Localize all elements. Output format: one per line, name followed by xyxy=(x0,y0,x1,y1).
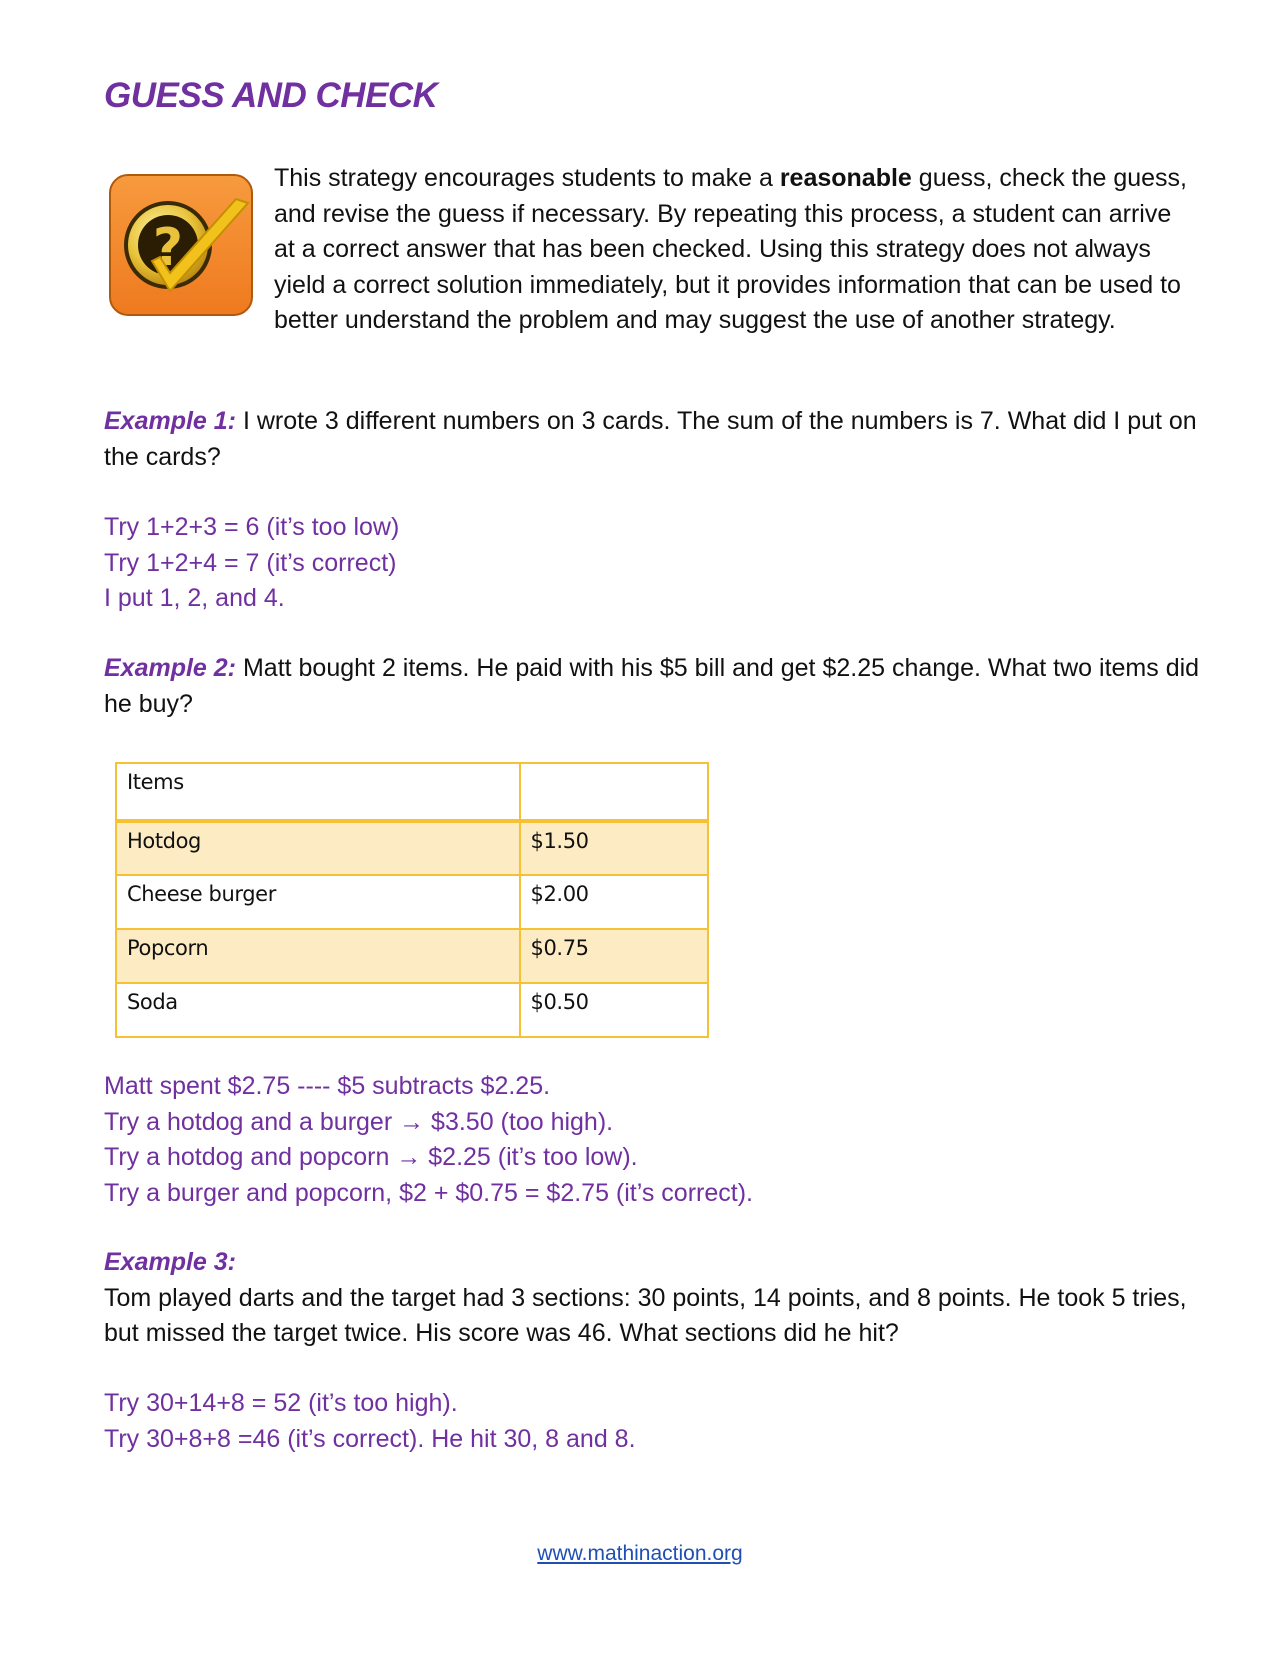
table-header-price xyxy=(520,763,708,821)
table-row xyxy=(116,929,708,983)
intro-paragraph xyxy=(104,161,1194,339)
table-cell-item: Hotdog xyxy=(116,821,520,875)
table-header-items: Items xyxy=(116,763,520,821)
example-2-steps xyxy=(104,1069,1214,1211)
example-3-step: Try 30+8+8 =46 (it’s correct). He hit 30, 8 and 8. xyxy=(104,1424,636,1453)
example-2-label: Example 2: xyxy=(104,654,237,682)
example-1-question: I wrote 3 different numbers on 3 cards. The sum of the numbers is 7. What did I put on the cards? xyxy=(104,407,1197,471)
intro-emphasis: reasonable xyxy=(779,164,912,192)
example-3-label: Example 3: xyxy=(104,1248,237,1276)
intro-text-rest: guess, check the guess, and revise the guess if necessary. By repeating this process, a student can arrive at a correct answer that has been checked. Using this strategy does not always yield a correct solution immediately, but it provides information that can be used to better understand the problem and may suggest the use of another strategy. xyxy=(274,164,1188,334)
items-price-table xyxy=(115,762,709,1038)
example-1-step: Try 1+2+3 = 6 (it’s too low) xyxy=(104,513,400,541)
example-3-steps xyxy=(104,1386,1214,1457)
example-2-step: Try a hotdog and a burger → $3.50 (too high). xyxy=(104,1107,614,1136)
table-row xyxy=(116,821,708,875)
table-cell-item: Cheese burger xyxy=(116,875,520,929)
table-header-row xyxy=(116,763,708,821)
example-3-step: Try 30+14+8 = 52 (it’s too high). xyxy=(104,1389,458,1417)
example-3-question: Tom played darts and the target had 3 sections: 30 points, 14 points, and 8 points. He took 5 tries, but missed the target twice. His score was 46. What sections did he hit? xyxy=(104,1283,1187,1347)
page-title: GUESS AND CHECK xyxy=(104,76,438,115)
table-row xyxy=(116,983,708,1037)
example-2-step: Try a burger and popcorn, $2 + $0.75 = $2.75 (it’s correct). xyxy=(104,1178,753,1207)
footer-website-link[interactable]: www.mathinaction.org xyxy=(537,1542,743,1565)
table-cell-price: $1.50 xyxy=(520,821,708,875)
table-cell-item: Popcorn xyxy=(116,929,520,983)
example-1 xyxy=(104,404,1214,475)
example-1-steps xyxy=(104,510,1214,617)
example-2-step: Try a hotdog and popcorn → $2.25 (it’s too low). xyxy=(104,1143,638,1171)
intro-text: This strategy encourages students to make a xyxy=(274,164,780,192)
example-2 xyxy=(104,651,1214,722)
table-cell-item: Soda xyxy=(116,983,520,1037)
example-1-step: Try 1+2+4 = 7 (it’s correct) xyxy=(104,548,397,577)
example-1-label: Example 1: xyxy=(104,407,237,435)
table-cell-price: $0.50 xyxy=(520,983,708,1037)
svg-text:?: ? xyxy=(152,218,184,278)
table-cell-price: $2.00 xyxy=(520,875,708,929)
table-row xyxy=(116,875,708,929)
example-2-step: Matt spent $2.75 ---- $5 subtracts $2.25. xyxy=(104,1072,551,1100)
example-2-question: Matt bought 2 items. He paid with his $5 bill and get $2.25 change. What two items did he buy? xyxy=(104,654,1200,718)
example-3 xyxy=(104,1245,1214,1352)
table-cell-price: $0.75 xyxy=(520,929,708,983)
example-1-step: I put 1, 2, and 4. xyxy=(104,584,285,612)
